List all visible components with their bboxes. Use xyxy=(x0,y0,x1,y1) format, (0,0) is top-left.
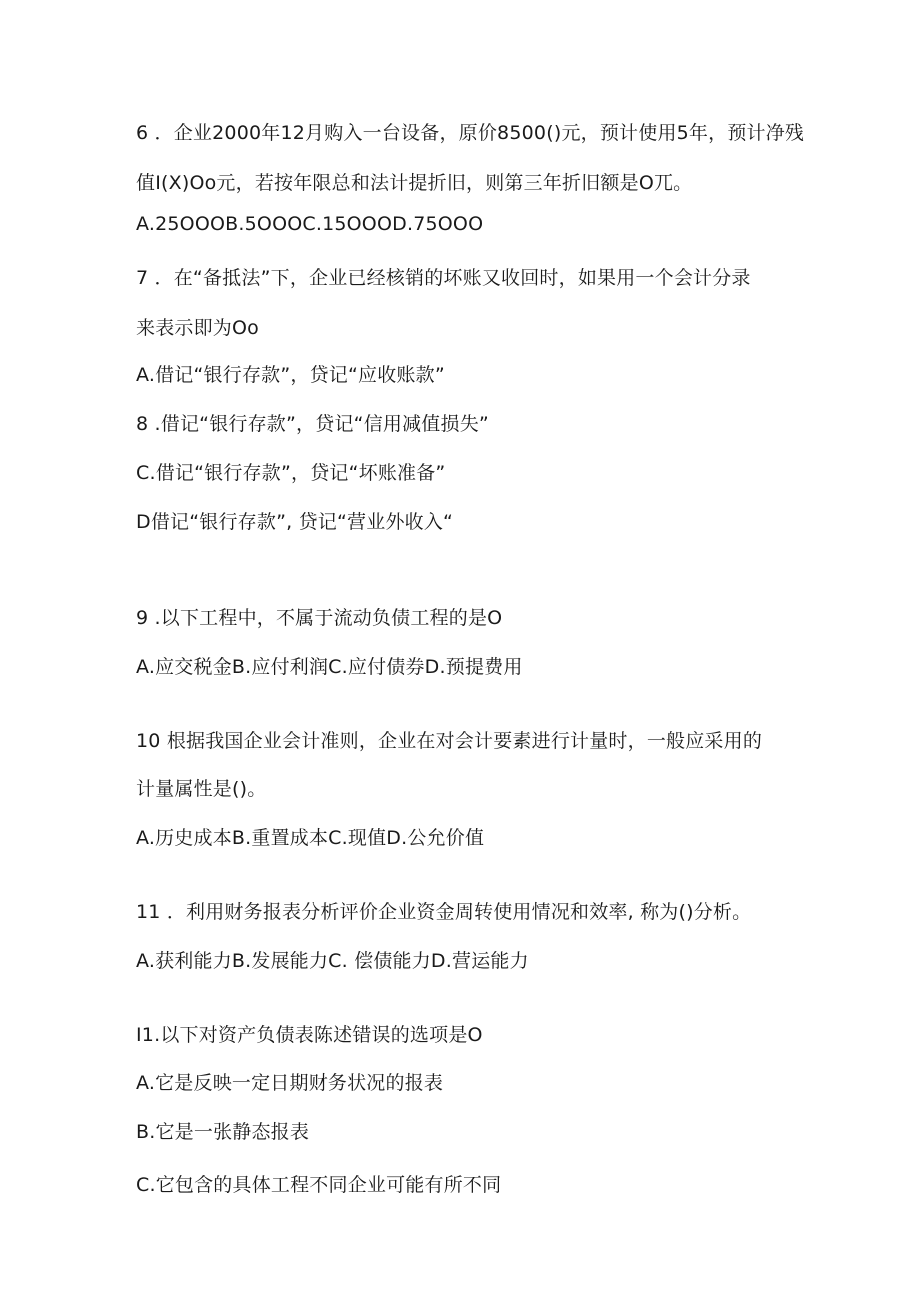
question-6-options: A.25OOOB.5OOOC.15OOOD.75OOO xyxy=(136,213,484,235)
question-9-line: 9 .以下工程中，不属于流动负债工程的是O xyxy=(136,607,503,629)
question-12-option-b: B.它是一张静态报表 xyxy=(136,1121,310,1143)
question-6-line-2: 值I(X)Oo元，若按年限总和法计提折旧，则第三年折旧额是O兀。 xyxy=(136,172,693,194)
question-7-option-b: 8 .借记“银行存款”，贷记“信用减值损失” xyxy=(136,413,489,435)
question-7-option-c: C.借记“银行存款”，贷记“坏账准备” xyxy=(136,462,446,484)
question-7-line-1: 7 ．在“备抵法”下，企业已经核销的坏账又收回时，如果用一个会计分录 xyxy=(136,267,751,289)
question-10-options: A.历史成本B.重置成本C.现值D.公允价值 xyxy=(136,827,485,849)
question-11-options: A.获利能力B.发展能力C. 偿债能力D.营运能力 xyxy=(136,950,529,972)
question-6-line-1: 6 ．企业2000年12月购入一台设备，原价8500()元，预计使用5年，预计净残 xyxy=(136,122,805,144)
question-10-line-1: 10 根据我国企业会计准则，企业在对会计要素进行计量时，一般应采用的 xyxy=(136,730,763,752)
question-7-line-2: 来表示即为Oo xyxy=(136,317,259,339)
question-10-line-2: 计量属性是()。 xyxy=(136,778,267,800)
question-11-line: 11 ．利用财务报表分析评价企业资金周转使用情况和效率, 称为()分析。 xyxy=(136,901,752,923)
question-7-option-d: D借记“银行存款”, 贷记“营业外收入“ xyxy=(136,511,454,533)
question-7-option-a: A.借记“银行存款”，贷记“应收账款” xyxy=(136,364,445,386)
question-12-option-c: C.它包含的具体工程不同企业可能有所不同 xyxy=(136,1174,502,1196)
question-12-option-a: A.它是反映一定日期财务状况的报表 xyxy=(136,1072,444,1094)
question-9-options: A.应交税金B.应付利润C.应付债券D.预提费用 xyxy=(136,656,523,678)
question-12-line: I1.以下对资产负债表陈述错误的选项是O xyxy=(136,1024,483,1046)
